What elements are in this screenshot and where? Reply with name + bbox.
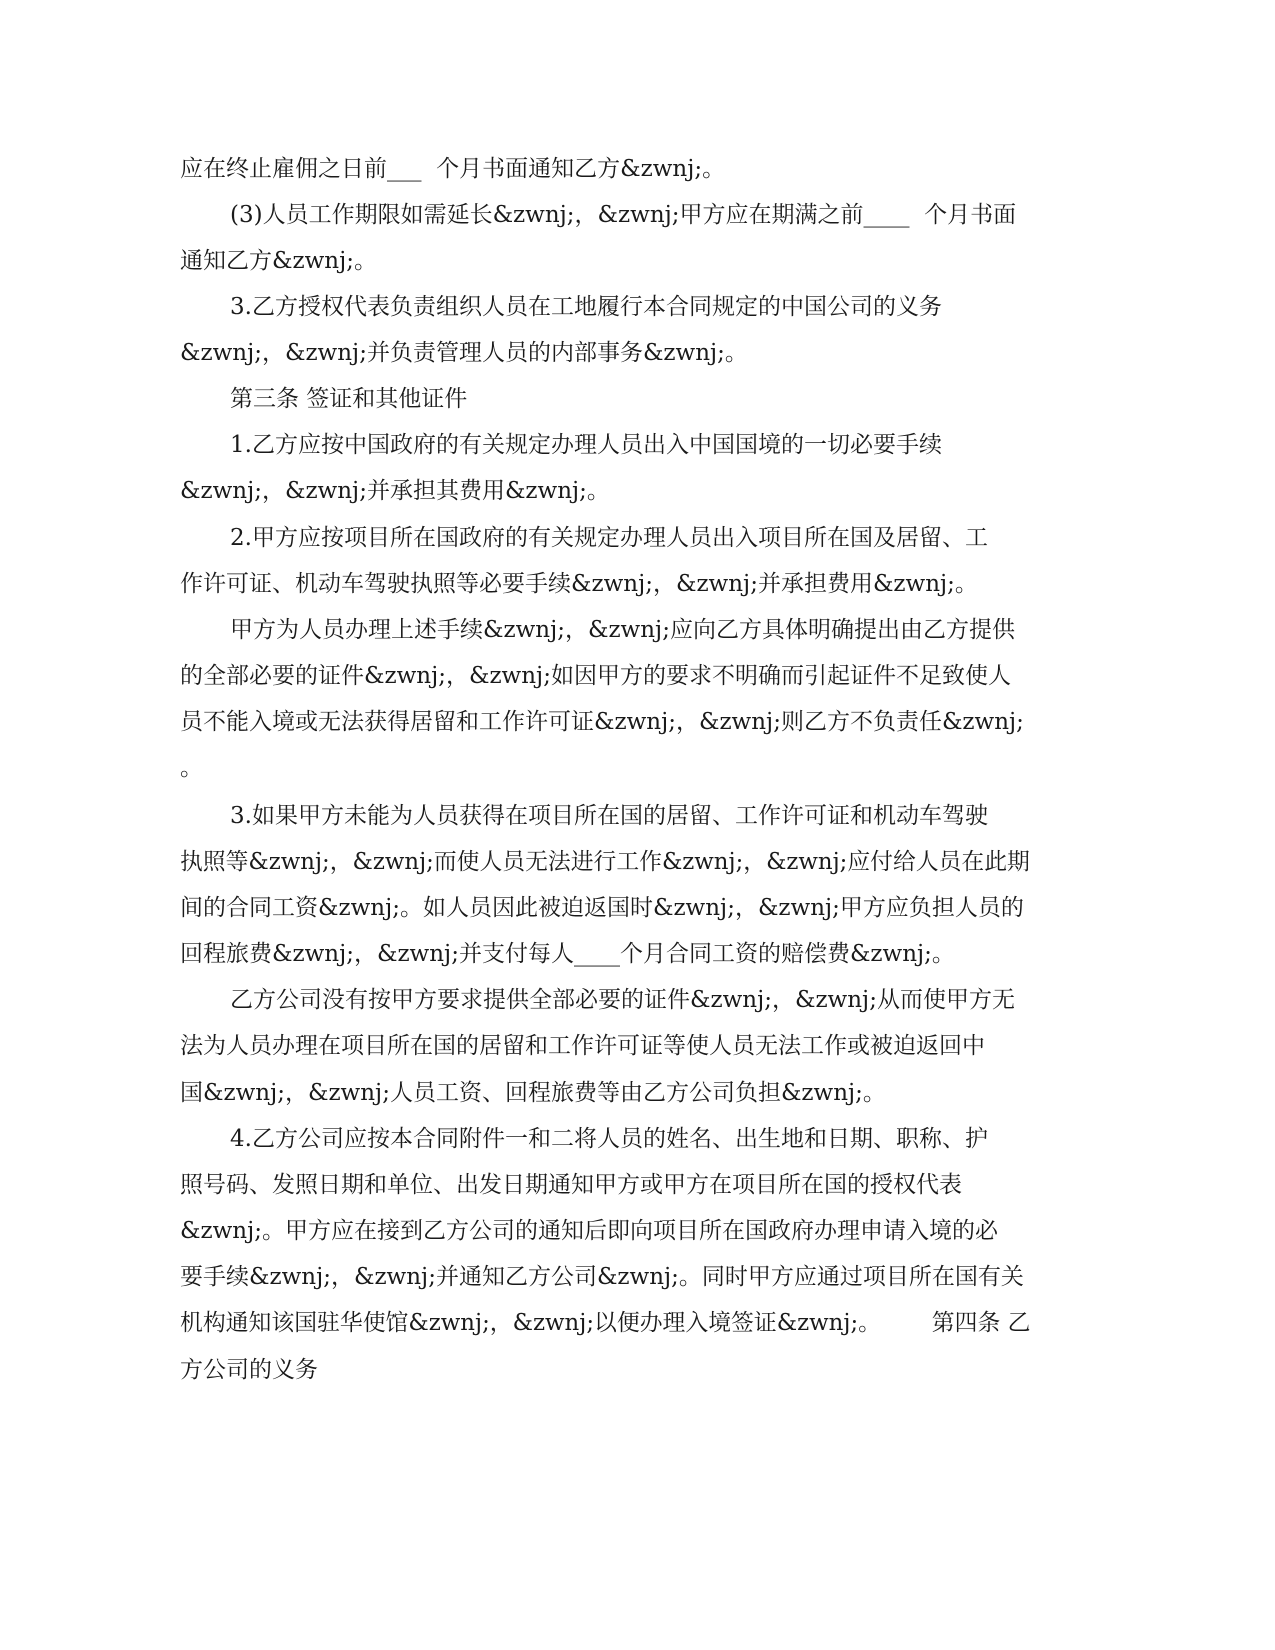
text-line: 。	[180, 755, 203, 781]
text-line: 国&zwnj;，&zwnj;人员工资、回程旅费等由乙方公司负担&zwnj;。	[180, 1080, 886, 1106]
text-line: 3.乙方授权代表负责组织人员在工地履行本合同规定的中国公司的义务	[230, 294, 942, 320]
text-line: 机构通知该国驻华使馆&zwnj;，&zwnj;以便办理入境签证&zwnj;。 第四条 乙	[180, 1310, 1031, 1336]
text-line: &zwnj;，&zwnj;并承担其费用&zwnj;。	[180, 478, 610, 504]
text-line: 的全部必要的证件&zwnj;，&zwnj;如因甲方的要求不明确而引起证件不足致使人	[180, 663, 1011, 689]
section-heading: 第三条 签证和其他证件	[230, 386, 468, 412]
text-line: 间的合同工资&zwnj;。如人员因此被迫返国时&zwnj;，&zwnj;甲方应负担人员的	[180, 895, 1024, 921]
text-line: 1.乙方应按中国政府的有关规定办理人员出入中国国境的一切必要手续	[230, 432, 942, 458]
text-line: 通知乙方&zwnj;。	[180, 248, 377, 274]
text-line: 方公司的义务	[180, 1357, 318, 1383]
text-line: &zwnj;。甲方应在接到乙方公司的通知后即向项目所在国政府办理申请入境的必	[180, 1218, 998, 1244]
text-line: 员不能入境或无法获得居留和工作许可证&zwnj;，&zwnj;则乙方不负责任&zwnj;	[180, 709, 1024, 735]
text-line: &zwnj;，&zwnj;并负责管理人员的内部事务&zwnj;。	[180, 340, 748, 366]
text-line: 应在终止雇佣之日前___ 个月书面通知乙方&zwnj;。	[180, 156, 726, 182]
text-line: 3.如果甲方未能为人员获得在项目所在国的居留、工作许可证和机动车驾驶	[230, 803, 988, 829]
text-line: 甲方为人员办理上述手续&zwnj;，&zwnj;应向乙方具体明确提出由乙方提供	[230, 617, 1015, 643]
text-line: (3)人员工作期限如需延长&zwnj;，&zwnj;甲方应在期满之前____ 个月书面	[230, 202, 1017, 228]
text-line: 作许可证、机动车驾驶执照等必要手续&zwnj;，&zwnj;并承担费用&zwnj;。	[180, 571, 978, 597]
text-line: 法为人员办理在项目所在国的居留和工作许可证等使人员无法工作或被迫返回中	[180, 1033, 985, 1059]
text-line: 回程旅费&zwnj;，&zwnj;并支付每人____个月合同工资的赔偿费&zwnj;。	[180, 941, 955, 967]
text-line: 照号码、发照日期和单位、出发日期通知甲方或甲方在项目所在国的授权代表	[180, 1172, 962, 1198]
text-line: 执照等&zwnj;，&zwnj;而使人员无法进行工作&zwnj;，&zwnj;应付给人员在此期	[180, 849, 1030, 875]
text-line: 乙方公司没有按甲方要求提供全部必要的证件&zwnj;，&zwnj;从而使甲方无	[230, 987, 1015, 1013]
text-line: 2.甲方应按项目所在国政府的有关规定办理人员出入项目所在国及居留、工	[230, 525, 988, 551]
text-line: 要手续&zwnj;，&zwnj;并通知乙方公司&zwnj;。同时甲方应通过项目所在国有关	[180, 1264, 1024, 1290]
text-line: 4.乙方公司应按本合同附件一和二将人员的姓名、出生地和日期、职称、护	[230, 1126, 988, 1152]
